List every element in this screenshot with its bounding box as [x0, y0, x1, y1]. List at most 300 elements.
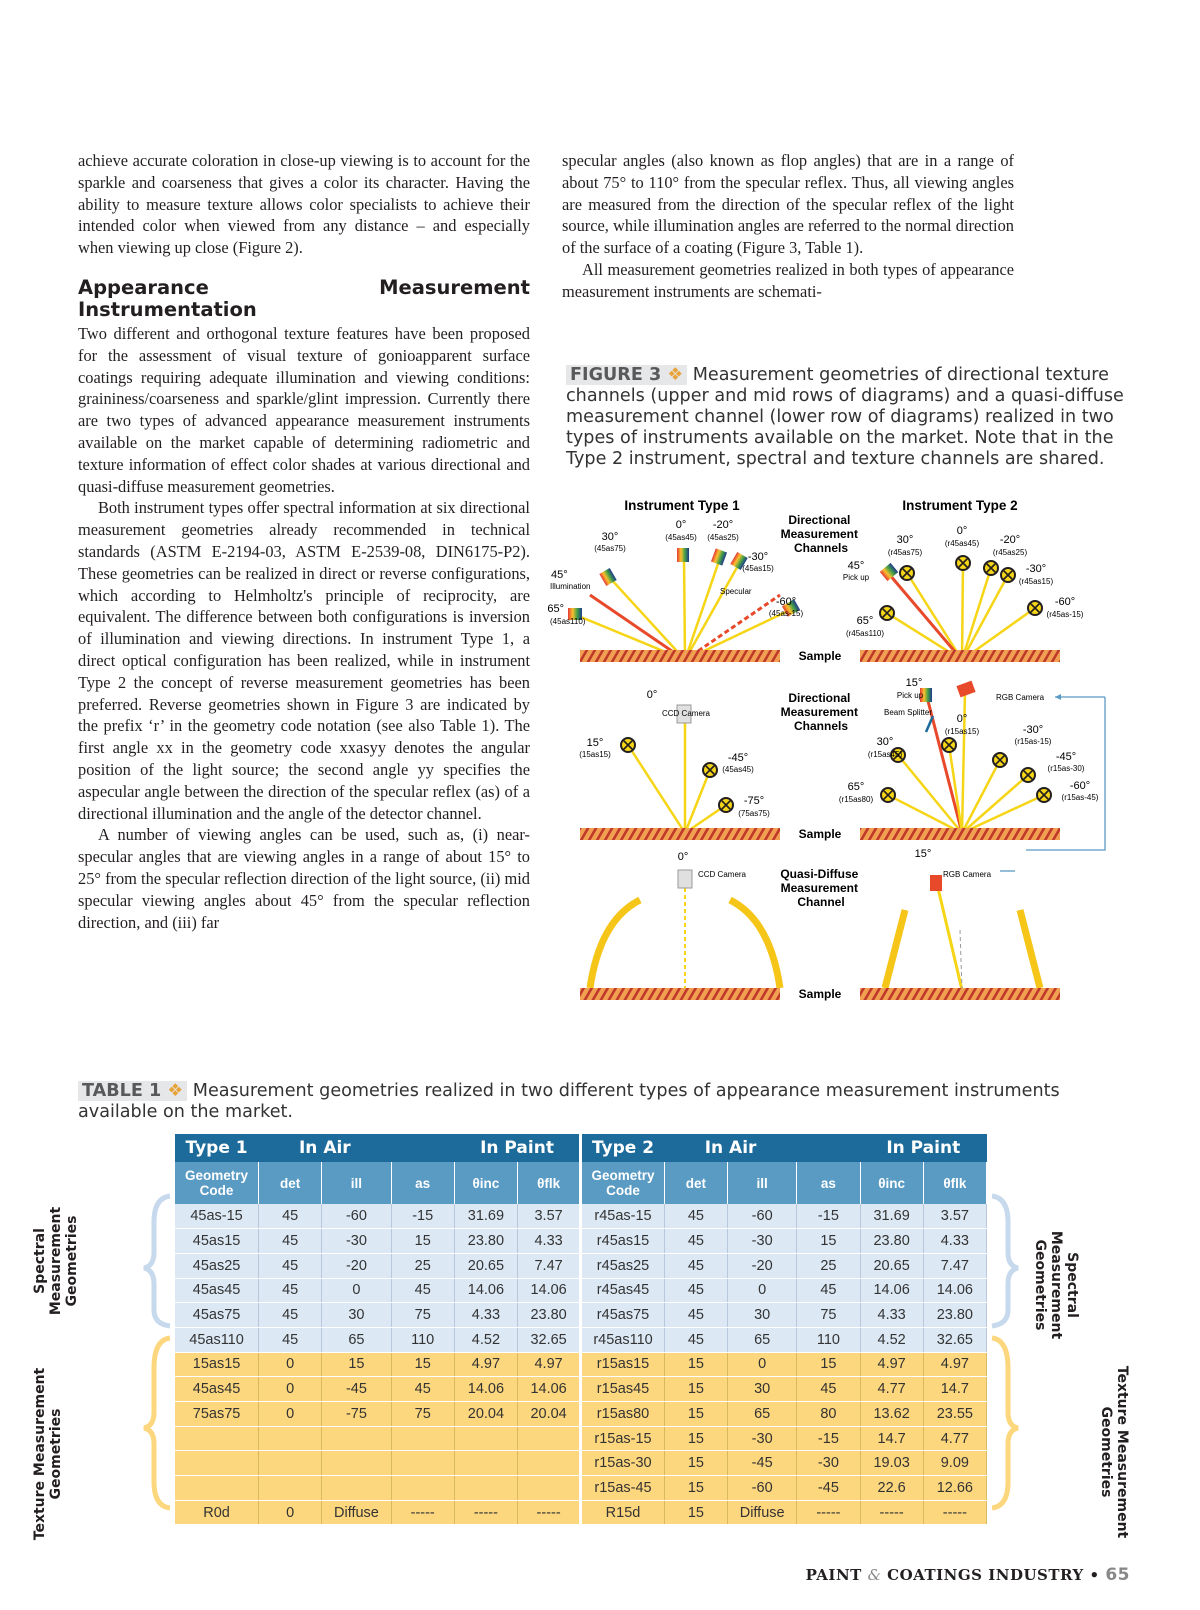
figure-caption-text: Measurement geometries of directional texture channels (upper and mid rows of diagrams) and a quasi-diffuse measurement channel (lower row of diagrams) realized in two types of instruments available on the market. Note that in the Type 2 instrument, spectral and texture channels are shared.: [566, 365, 1124, 469]
figure-label: FIGURE 3 ❖: [566, 365, 687, 385]
table-cell: 14.06: [923, 1278, 986, 1303]
geometry-code: (r15as-15): [1014, 737, 1052, 746]
table-cell: 45: [664, 1253, 727, 1278]
angle-label: 30°: [896, 534, 914, 546]
table-cell: 0: [259, 1352, 322, 1377]
table-cell: -----: [391, 1500, 454, 1525]
geometry-code: (45as45): [665, 533, 697, 542]
table-cell: 14.06: [454, 1377, 517, 1402]
table-row: [175, 1229, 987, 1254]
table-cell: 45as15: [175, 1229, 259, 1254]
table-cell: 45: [664, 1204, 727, 1229]
table-cell: 15: [664, 1476, 727, 1501]
table-cell: 15: [664, 1500, 727, 1525]
right-column: [562, 150, 1014, 303]
table-cell: 7.47: [923, 1253, 986, 1278]
table-cell: [454, 1451, 517, 1476]
table-cell: [518, 1426, 581, 1451]
table-cell: -45: [728, 1451, 797, 1476]
angle-label: 65°: [847, 781, 865, 793]
table-cell: 20.04: [518, 1402, 581, 1427]
table-1: [175, 1134, 987, 1525]
beam-splitter-label: Beam Splitter: [883, 708, 933, 717]
table-caption: [78, 1081, 1138, 1123]
table-cell: 45as45: [175, 1377, 259, 1402]
geometry-code: (r15as-30): [1047, 764, 1085, 773]
table-cell: r15as-30: [581, 1451, 665, 1476]
intro-paragraph: achieve accurate coloration in close-up viewing is to account for the sparkle and coarseness that gives a color its character. Having the ability to measure texture allows color specialists to achieve their intended color when viewed from any distance – and especially when viewing up close (Figure 2).: [78, 151, 530, 258]
table-cell: [259, 1476, 322, 1501]
angle-label: -60°: [775, 596, 797, 608]
table-cell: -75: [322, 1402, 391, 1427]
angle-label: 65°: [547, 603, 564, 615]
table-cell: [322, 1426, 391, 1451]
left-column: [78, 150, 530, 933]
magazine-name: PAINT: [805, 1566, 862, 1584]
table-cell: -45: [322, 1377, 391, 1402]
table-cell: Diffuse: [728, 1500, 797, 1525]
column-header: ill: [322, 1162, 391, 1204]
header-blank: [797, 1134, 860, 1162]
table-cell: 14.06: [860, 1278, 923, 1303]
table-row: [175, 1204, 987, 1229]
table-cell: [454, 1426, 517, 1451]
left-texture-label: Texture Measurement Geometries: [32, 1367, 64, 1541]
table-header-row: [175, 1134, 987, 1162]
table-cell: 15: [322, 1352, 391, 1377]
left-spectral-label: Spectral Measurement Geometries: [32, 1206, 80, 1316]
table-cell: 45as-15: [175, 1204, 259, 1229]
table-cell: 15: [391, 1229, 454, 1254]
ccd-camera-label: CCD Camera: [698, 870, 747, 879]
pick-up-label: Pick up: [842, 573, 870, 582]
table-cell: 15: [664, 1352, 727, 1377]
table-row: [175, 1253, 987, 1278]
table-cell: 45: [664, 1229, 727, 1254]
table-cell: 4.97: [860, 1352, 923, 1377]
column-header: θinc: [860, 1162, 923, 1204]
table-cell: [391, 1476, 454, 1501]
table-cell: 45: [797, 1377, 860, 1402]
geometry-code: (75as75): [738, 809, 770, 818]
table-cell: 32.65: [518, 1327, 581, 1352]
table-cell: 75: [391, 1303, 454, 1328]
page-footer: [806, 1565, 1130, 1585]
table-cell: 45: [259, 1204, 322, 1229]
table-cell: Diffuse: [322, 1500, 391, 1525]
table-cell: 45as110: [175, 1327, 259, 1352]
angle-label: -20°: [712, 519, 734, 531]
sample-surface: [860, 988, 1060, 1000]
table-cell: -----: [923, 1500, 986, 1525]
geometry-code: (r45as45): [944, 539, 980, 548]
table-cell: -30: [322, 1229, 391, 1254]
table-cell: 3.57: [518, 1204, 581, 1229]
row3-type2: [885, 848, 1040, 990]
sample-label: Sample: [798, 827, 842, 841]
table-cell: 7.47: [518, 1253, 581, 1278]
table-cell: -20: [728, 1253, 797, 1278]
table-cell: 65: [728, 1327, 797, 1352]
sample-label: Sample: [798, 987, 842, 1001]
type1-title: Instrument Type 1: [624, 498, 740, 513]
table-cell: 22.6: [860, 1476, 923, 1501]
table-cell: r45as45: [581, 1278, 665, 1303]
table-cell: [259, 1426, 322, 1451]
table-cell: 4.33: [860, 1303, 923, 1328]
table-cell: [454, 1476, 517, 1501]
table-cell: 23.80: [518, 1303, 581, 1328]
table-cell: 3.57: [923, 1204, 986, 1229]
table-cell: [175, 1476, 259, 1501]
column-header: as: [797, 1162, 860, 1204]
table-row: [175, 1352, 987, 1377]
header-type2: Type 2: [581, 1134, 665, 1162]
right-paragraph-1: specular angles (also known as flop angles) that are in a range of about 75° to 110° from the specular reflex. Thus, all viewing angles are measured from the direction of the specular reflex of the light source, while illumination angles are referred to the normal direction of the surface of a coating (Figure 3, Table 1).: [562, 151, 1014, 258]
column-header: θflk: [923, 1162, 986, 1204]
angle-label: 0°: [646, 689, 658, 701]
table-cell: 14.06: [518, 1278, 581, 1303]
detector-icon: [711, 548, 727, 565]
table-cell: [391, 1426, 454, 1451]
table-cell: -60: [728, 1476, 797, 1501]
table-cell: 45as45: [175, 1278, 259, 1303]
row1-type2: [843, 525, 1084, 660]
row3-center-label: Quasi-Diffuse Measurement Channel: [780, 867, 859, 909]
ccd-camera-icon: [678, 870, 692, 888]
table-cell: -15: [797, 1426, 860, 1451]
table-cell: -----: [860, 1500, 923, 1525]
table-cell: [322, 1476, 391, 1501]
table-cell: 0: [259, 1500, 322, 1525]
table-row: [175, 1476, 987, 1501]
table-cell: 32.65: [923, 1327, 986, 1352]
table-cell: [259, 1451, 322, 1476]
table-cell: 45: [259, 1303, 322, 1328]
table-cell: 4.33: [454, 1303, 517, 1328]
right-spectral-label: Spectral Measurement Geometries: [1032, 1230, 1080, 1340]
table-cell: 15: [664, 1451, 727, 1476]
header-in-paint: In Paint: [454, 1134, 580, 1162]
rgb-camera-label: RGB Camera: [943, 870, 992, 879]
body-paragraph-3: A number of viewing angles can be used, such as, (i) near-specular angles that are viewing angles in a range of about 15° to 25° from the specular reflection direction of the light source, (ii) mid specular viewing angles about 45° from the specular reflection direction, and (iii) far: [78, 825, 530, 932]
table-cell: 23.80: [923, 1303, 986, 1328]
table-cell: 0: [259, 1402, 322, 1427]
table-row: [175, 1303, 987, 1328]
table-cell: 4.97: [518, 1352, 581, 1377]
row2-type2: [839, 677, 1105, 850]
table-cell: r45as15: [581, 1229, 665, 1254]
header-in-air: In Air: [664, 1134, 797, 1162]
table-cell: -45: [797, 1476, 860, 1501]
figure-3-diagram: [547, 498, 1140, 1040]
angle-label: 0°: [677, 851, 689, 863]
angle-label: -30°: [1022, 724, 1044, 736]
angle-label: -60°: [1054, 596, 1076, 608]
table-cell: 14.06: [454, 1278, 517, 1303]
table-cell: 4.52: [860, 1327, 923, 1352]
table-cell: 75as75: [175, 1402, 259, 1427]
table-cell: 20.65: [454, 1253, 517, 1278]
header-type1: Type 1: [175, 1134, 259, 1162]
angle-label: 15°: [586, 737, 604, 749]
table-cell: 75: [797, 1303, 860, 1328]
table-cell: 45: [664, 1278, 727, 1303]
angle-label: 15°: [914, 848, 932, 860]
geometry-code: (r45as110): [845, 629, 885, 638]
table-row: [175, 1451, 987, 1476]
type2-title: Instrument Type 2: [902, 498, 1018, 513]
table-cell: -----: [518, 1500, 581, 1525]
table-cell: 30: [322, 1303, 391, 1328]
table-cell: r45as75: [581, 1303, 665, 1328]
column-header: det: [664, 1162, 727, 1204]
table-cell: 30: [728, 1377, 797, 1402]
angle-label: 0°: [956, 713, 968, 725]
sample-surface: [860, 828, 1060, 840]
table-subheader-row: [175, 1162, 987, 1204]
table-cell: 31.69: [860, 1204, 923, 1229]
geometry-code: (15as15): [579, 750, 611, 759]
table-cell: r15as80: [581, 1402, 665, 1427]
table-cell: 15: [664, 1377, 727, 1402]
table-row: [175, 1426, 987, 1451]
angle-label: 30°: [601, 531, 619, 543]
sample-surface: [580, 988, 780, 1000]
sample-label: Sample: [798, 649, 842, 663]
angle-label: -30°: [747, 551, 769, 563]
right-texture-label: Texture Measurement Geometries: [1098, 1365, 1130, 1539]
illumination-icon: [880, 563, 898, 581]
geometry-code: (45as-15): [768, 609, 804, 618]
table-cell: 23.80: [454, 1229, 517, 1254]
table-cell: [518, 1451, 581, 1476]
table-cell: 25: [391, 1253, 454, 1278]
table-label: TABLE 1 ❖: [78, 1081, 187, 1101]
geometry-code: (r45as75): [887, 548, 923, 557]
angle-label: 0°: [956, 525, 968, 537]
table-cell: 45: [259, 1278, 322, 1303]
right-paragraph-2: All measurement geometries realized in both types of appearance measurement instruments are schemati-: [562, 259, 1014, 301]
table-cell: -30: [728, 1426, 797, 1451]
angle-label: 30°: [876, 736, 894, 748]
table-row: [175, 1377, 987, 1402]
table-cell: 0: [728, 1278, 797, 1303]
row2-center-label: Directional Measurement Channels: [780, 691, 859, 733]
pick-up-label: Pick up: [896, 691, 924, 700]
table-cell: 14.06: [518, 1377, 581, 1402]
table-cell: 9.09: [923, 1451, 986, 1476]
geometry-code: (r15as80): [838, 795, 874, 804]
table-cell: -60: [322, 1204, 391, 1229]
bullet: •: [1089, 1566, 1100, 1584]
table-cell: 15: [664, 1426, 727, 1451]
table-cell: 4.97: [454, 1352, 517, 1377]
diamond-icon: ❖: [167, 1081, 184, 1101]
table-cell: 25: [797, 1253, 860, 1278]
geometry-code: (r15as-45): [1061, 793, 1099, 802]
specular-label: Specular: [720, 587, 752, 596]
angle-label: -45°: [1055, 751, 1077, 763]
column-header: θinc: [454, 1162, 517, 1204]
right-braces: [988, 1192, 1022, 1512]
table-cell: -----: [454, 1500, 517, 1525]
table-cell: 45: [797, 1278, 860, 1303]
column-header: Geometry Code: [581, 1162, 665, 1204]
table-cell: -60: [728, 1204, 797, 1229]
table-cell: 65: [322, 1327, 391, 1352]
geometry-code: (r45as-15): [1046, 610, 1084, 619]
table-cell: 14.7: [923, 1377, 986, 1402]
table-cell: 4.77: [923, 1426, 986, 1451]
table-cell: 4.33: [518, 1229, 581, 1254]
left-braces: [140, 1192, 174, 1512]
page-number: 65: [1105, 1565, 1130, 1585]
table-cell: [175, 1426, 259, 1451]
column-header: det: [259, 1162, 322, 1204]
table-cell: 12.66: [923, 1476, 986, 1501]
table-row: [175, 1402, 987, 1427]
geometry-code: (45as45): [722, 765, 754, 774]
table-cell: [518, 1476, 581, 1501]
table-cell: 45: [391, 1377, 454, 1402]
table-cell: 4.33: [923, 1229, 986, 1254]
table-cell: -30: [797, 1451, 860, 1476]
sample-surface: [580, 650, 780, 662]
table-cell: 45: [259, 1327, 322, 1352]
table-cell: [391, 1451, 454, 1476]
header-in-paint: In Paint: [860, 1134, 986, 1162]
table-cell: 0: [322, 1278, 391, 1303]
table-row: [175, 1327, 987, 1352]
table-cell: r15as-45: [581, 1476, 665, 1501]
magazine-name: COATINGS INDUSTRY: [887, 1566, 1084, 1584]
geometry-code: (r45as15): [1018, 577, 1054, 586]
table-cell: -30: [728, 1229, 797, 1254]
column-header: as: [391, 1162, 454, 1204]
angle-label: 0°: [675, 519, 687, 531]
table-cell: 0: [259, 1377, 322, 1402]
header-blank: [391, 1134, 454, 1162]
table-body: [175, 1204, 987, 1525]
table-cell: 45: [664, 1327, 727, 1352]
table-cell: 31.69: [454, 1204, 517, 1229]
table-cell: -20: [322, 1253, 391, 1278]
table-cell: 75: [391, 1402, 454, 1427]
table-cell: r15as-15: [581, 1426, 665, 1451]
table-cell: 19.03: [860, 1451, 923, 1476]
table-cell: [175, 1451, 259, 1476]
table-cell: -----: [797, 1500, 860, 1525]
table-cell: 20.04: [454, 1402, 517, 1427]
geometry-code: (45as15): [742, 564, 774, 573]
column-header: θflk: [518, 1162, 581, 1204]
row1-type1: [547, 519, 803, 660]
body-paragraph-1: Two different and orthogonal texture features have been proposed for the assessment of visual texture of gonioapparent surface coatings requiring adequate illumination and viewing conditions: graininess/coarseness and sparkle/glint impression. Currently there are two types of advanced appearance measurement instruments available on the market capable of determining radiometric and texture information of effect color shades at various directional and quasi-diffuse measurement geometries.: [78, 323, 530, 496]
angle-label: -45°: [727, 752, 749, 764]
geometry-code: (45as110): [550, 617, 586, 626]
table-cell: r15as15: [581, 1352, 665, 1377]
row1-center-label: Directional Measurement Channels: [780, 513, 859, 555]
table-cell: 20.65: [860, 1253, 923, 1278]
table-cell: [322, 1451, 391, 1476]
sample-surface: [580, 828, 780, 840]
geometry-code: (45as75): [594, 544, 626, 553]
table-cell: 45: [391, 1278, 454, 1303]
row3-type1: [590, 851, 780, 990]
rgb-camera-icon: [930, 875, 942, 891]
table-cell: R0d: [175, 1500, 259, 1525]
angle-label: 65°: [856, 615, 874, 627]
ampersand: &: [867, 1566, 882, 1584]
table-cell: 0: [728, 1352, 797, 1377]
table-cell: 4.52: [454, 1327, 517, 1352]
table-cell: 110: [797, 1327, 860, 1352]
angle-label: -20°: [999, 534, 1021, 546]
angle-label: 45°: [847, 560, 865, 572]
rgb-camera-label: RGB Camera: [996, 693, 1045, 702]
geometry-code: (r15as45): [867, 750, 903, 759]
table-row: [175, 1500, 987, 1525]
angle-label: -30°: [1025, 563, 1047, 575]
illumination-label: Illumination: [550, 582, 591, 591]
table-cell: 23.80: [860, 1229, 923, 1254]
table-cell: 4.97: [923, 1352, 986, 1377]
table-cell: 13.62: [860, 1402, 923, 1427]
table-cell: r45as110: [581, 1327, 665, 1352]
table-cell: 45: [259, 1253, 322, 1278]
detector-icon: [677, 548, 689, 562]
table-cell: 30: [728, 1303, 797, 1328]
header-in-air: In Air: [259, 1134, 392, 1162]
table-cell: 14.7: [860, 1426, 923, 1451]
table-cell: 15as15: [175, 1352, 259, 1377]
table-cell: 45: [259, 1229, 322, 1254]
table-cell: 15: [797, 1229, 860, 1254]
body-paragraph-2: Both instrument types offer spectral information at six directional measurement geometries already recommended in technical standards (ASTM E-2194-03, ASTM E-2539-08, DIN6175-P2). These geometries can be realized in direct or reverse configurations, which according to Helmholtz's principle of reciprocity, are equivalent. The difference between both configurations is inversion of illumination and viewing directions. In instrument Type 1, a direct optical configuration has been realized, while in instrument Type 2 the concept of reverse measurement geometries has been preferred. Reverse geometries shown in Figure 3 are indicated by the prefix ‘r’ in the geometry code notation (see also Table 1). The first angle xx in the geometry code xxasyy denotes the angular position of the light source; the second angle yy specifies the aspecular angle between the direction of the specular reflex (as) of a directional illumination and the angle of the detector channel.: [78, 498, 530, 823]
angle-label: 15°: [905, 677, 923, 689]
section-heading: Appearance Measurement Instrumentation: [78, 275, 530, 321]
table-caption-text: Measurement geometries realized in two different types of appearance measurement instruments available on the market.: [78, 1081, 1060, 1122]
sample-surface: [860, 650, 1060, 662]
figure-caption: [566, 365, 1124, 470]
column-header: ill: [728, 1162, 797, 1204]
table-row: [175, 1278, 987, 1303]
diamond-icon: ❖: [667, 365, 684, 385]
table-cell: 15: [391, 1352, 454, 1377]
row2-type1: [579, 689, 770, 833]
table-cell: 15: [664, 1402, 727, 1427]
angle-label: -75°: [743, 795, 765, 807]
ccd-camera-label: CCD Camera: [662, 709, 711, 718]
table-cell: 65: [728, 1402, 797, 1427]
angle-label: -60°: [1069, 780, 1091, 792]
table-cell: 23.55: [923, 1402, 986, 1427]
table-cell: 15: [797, 1352, 860, 1377]
table-cell: 110: [391, 1327, 454, 1352]
column-header: Geometry Code: [175, 1162, 259, 1204]
table-cell: 45as75: [175, 1303, 259, 1328]
angle-label: 45°: [551, 569, 568, 581]
table-cell: r45as-15: [581, 1204, 665, 1229]
table-cell: -15: [797, 1204, 860, 1229]
geometry-code: (r45as25): [992, 548, 1028, 557]
geometry-code: (r15as15): [944, 727, 980, 736]
table-cell: 45: [664, 1303, 727, 1328]
geometry-code: (45as25): [707, 533, 739, 542]
table-cell: r45as25: [581, 1253, 665, 1278]
table-cell: 80: [797, 1402, 860, 1427]
